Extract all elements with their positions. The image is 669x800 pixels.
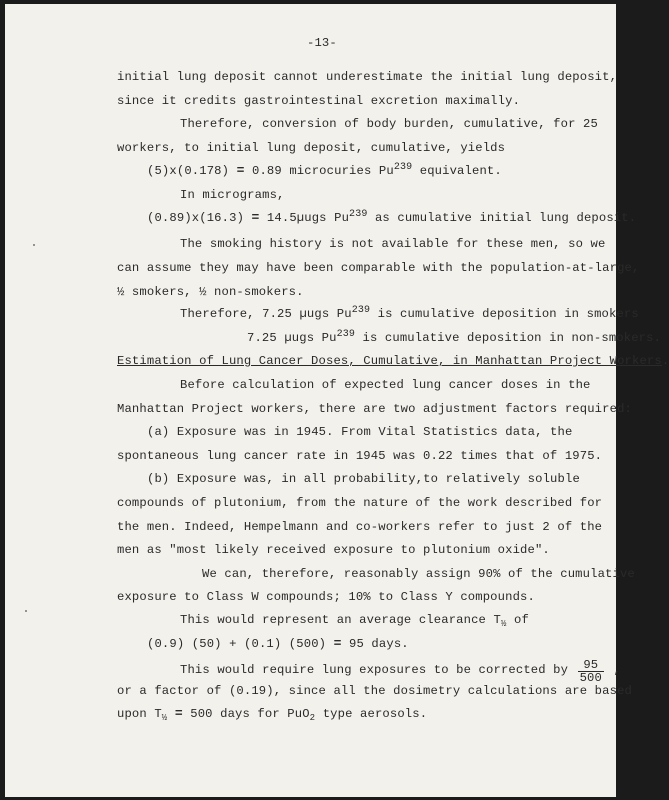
text-line: since it credits gastrointestinal excretion maximally. <box>117 94 521 108</box>
list-text: Exposure was in 1945. From Vital Statistics data, the <box>176 425 573 439</box>
line-end: , <box>613 663 621 677</box>
line-start: upon T <box>117 707 162 721</box>
list-item-b <box>147 472 580 486</box>
list-marker: (a) <box>147 425 170 439</box>
text-line: spontaneous lung cancer rate in 1945 was 0.22 times that of 1975. <box>117 449 603 463</box>
list-text: Exposure was, in all probability,to relatively soluble <box>176 472 580 486</box>
line-start: Therefore, 7.25 <box>180 307 292 321</box>
mu-symbol: µ <box>284 331 292 345</box>
isotope-superscript: 239 <box>393 162 413 173</box>
equation-line <box>147 164 502 178</box>
list-item-a <box>147 425 572 439</box>
line-end: is cumulative deposition in smokers <box>377 307 639 321</box>
equals-sign: = <box>251 210 260 225</box>
equation-unit: ugs Pu <box>304 211 350 225</box>
line-start: This would require lung exposures to be corrected by <box>180 663 569 677</box>
half-subscript: ½ <box>161 713 168 723</box>
equation-line <box>147 637 409 651</box>
equals-sign: = <box>236 163 245 178</box>
scan-speck <box>33 244 35 246</box>
text-line: We can, therefore, reasonably assign 90% of the cumulative <box>202 567 635 581</box>
half-subscript: ½ <box>500 619 507 629</box>
text-line: In micrograms, <box>180 188 285 202</box>
text-line <box>180 613 529 627</box>
heading-period: . <box>661 354 669 368</box>
unit: ugs Pu <box>291 331 337 345</box>
line-start: 7.25 <box>247 331 277 345</box>
fraction-denominator: 500 <box>579 671 602 685</box>
text-line: The smoking history is not available for these men, so we <box>180 237 606 251</box>
equals-sign: = <box>333 636 342 651</box>
equation-lhs: (0.89)x(16.3) <box>147 211 245 225</box>
text-line: Therefore, conversion of body burden, cumulative, for 25 <box>180 117 598 131</box>
mu-symbol: µ <box>299 307 307 321</box>
fraction <box>578 659 604 684</box>
line-mid: 500 days for PuO <box>190 707 310 721</box>
equals-sign: = <box>174 706 183 721</box>
text-line: men as "most likely received exposure to plutonium oxide". <box>117 543 550 557</box>
isotope-superscript: 239 <box>336 329 356 340</box>
equation-lhs: (0.9) (50) + (0.1) (500) <box>147 637 327 651</box>
list-marker: (b) <box>147 472 170 486</box>
line-end: is cumulative deposition in non-smokers. <box>362 331 662 345</box>
equation-rhs: 95 days. <box>349 637 409 651</box>
unit: ugs Pu <box>306 307 352 321</box>
text-line: compounds of plutonium, from the nature of the work described for <box>117 496 603 510</box>
text-line: initial lung deposit cannot underestimate the initial lung deposit, <box>117 70 618 84</box>
isotope-superscript: 239 <box>349 209 368 220</box>
text-line: can assume they may have been comparable with the population-at-large, <box>117 261 640 275</box>
equation-value: 14.5 <box>266 211 297 225</box>
heading-text: Estimation of Lung Cancer Doses, Cumulative, in Manhattan Project Workers <box>117 354 662 368</box>
text-line <box>180 307 639 321</box>
text-line: workers, to initial lung deposit, cumulative, yields <box>117 141 506 155</box>
line-end: of <box>513 613 529 627</box>
text-line: exposure to Class W compounds; 10% to Class Y compounds. <box>117 590 535 604</box>
line-end: type aerosols. <box>322 707 428 721</box>
text-line <box>117 707 427 721</box>
line-start: This would represent an average clearance T <box>180 613 501 627</box>
equation-tail: equivalent. <box>419 164 502 178</box>
equation-rhs: 0.89 microcuries Pu <box>252 164 394 178</box>
equation-tail: as cumulative initial lung deposit. <box>374 211 637 225</box>
text-line <box>180 659 621 684</box>
isotope-superscript: 239 <box>351 305 371 316</box>
text-line: or a factor of (0.19), since all the dosimetry calculations are based <box>117 684 632 698</box>
section-heading <box>117 354 669 368</box>
mu-symbol: µ <box>296 211 305 225</box>
text-line: the men. Indeed, Hempelmann and co-workers refer to just 2 of the <box>117 520 603 534</box>
text-line: Before calculation of expected lung cancer doses in the <box>180 378 591 392</box>
scan-speck <box>25 610 27 612</box>
text-line: ½ smokers, ½ non-smokers. <box>117 285 304 299</box>
document-page <box>5 4 669 797</box>
text-line <box>247 331 661 345</box>
oxide-subscript: 2 <box>309 713 316 723</box>
equation-line <box>147 211 636 225</box>
page-number: -13- <box>307 36 337 50</box>
text-line: Manhattan Project workers, there are two adjustment factors required: <box>117 402 632 416</box>
equation-lhs: (5)x(0.178) <box>147 164 230 178</box>
fraction-numerator: 95 <box>578 659 604 672</box>
